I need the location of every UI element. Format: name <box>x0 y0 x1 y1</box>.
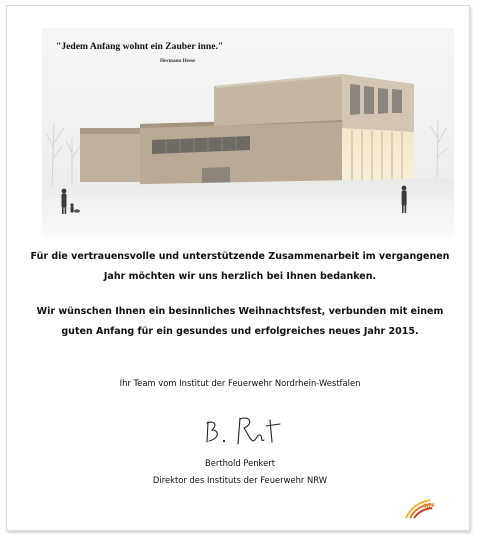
thanks-paragraph: Für die vertrauensvolle und unterstützende Zusammenarbeit im vergangenen Jahr möchten wir uns herzlich bei Ihnen bedanken. <box>30 251 450 282</box>
building-illustration <box>42 28 454 236</box>
handwritten-signature <box>200 414 300 454</box>
logo-text: IdF <box>424 503 436 510</box>
signer-name: Berthold Penkert <box>204 458 275 468</box>
signer-role: Direktor des Instituts der Feuerwehr NRW <box>152 475 328 485</box>
quote-author: Hermann Hesse <box>160 58 196 64</box>
team-signoff: Ihr Team vom Institut der Feuerwehr Nordrhein-Westfalen <box>119 378 361 388</box>
greetings-paragraph: Wir wünschen Ihnen ein besinnliches Weihnachtsfest, verbunden mit einem guten Anfang für ein gesundes und erfolgreiches neues Jahr 2015. <box>36 306 444 337</box>
quote-text: "Jedem Anfang wohnt ein Zauber inne." <box>56 41 224 52</box>
